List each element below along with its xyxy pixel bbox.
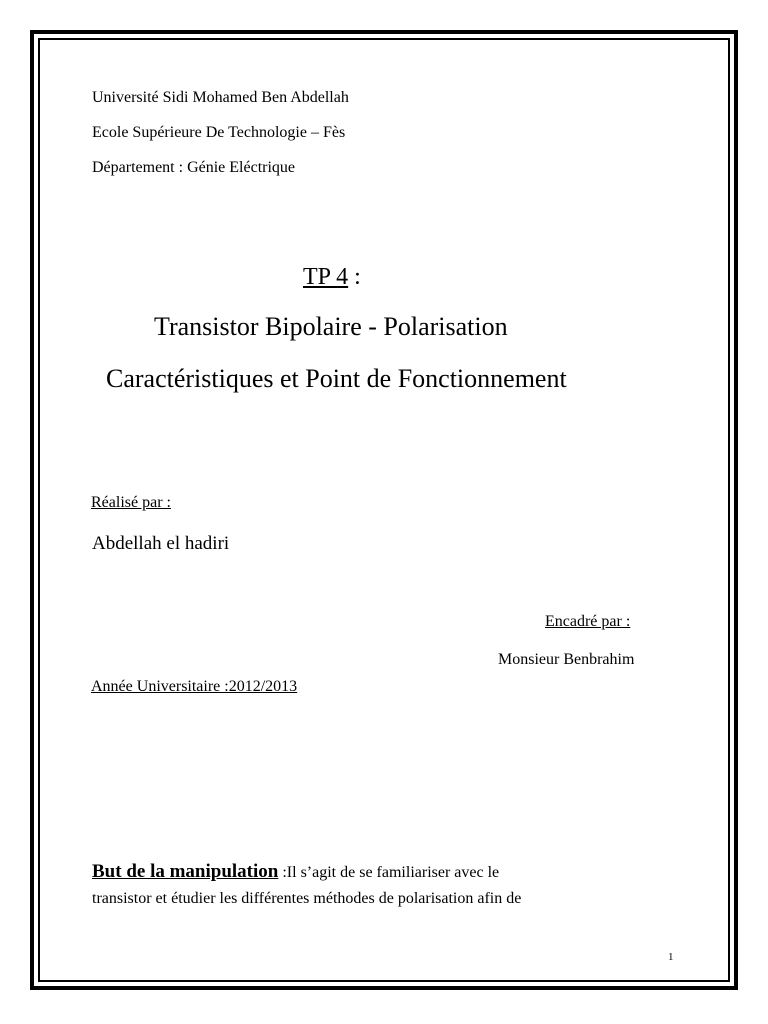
academic-year: Année Universitaire :2012/2013 (91, 678, 298, 695)
page-number: 1 (668, 951, 674, 963)
school-name: Ecole Supérieure De Technologie – Fès (92, 124, 346, 141)
purpose-text-1: :Il s’agit de se familiariser avec le (278, 864, 500, 881)
university-name: Université Sidi Mohamed Ben Abdellah (92, 89, 349, 106)
tp-label: TP 4 (303, 264, 349, 290)
department-name: Département : Génie Eléctrique (92, 159, 296, 176)
realised-by-label: Réalisé par : (91, 494, 171, 511)
tp-heading (303, 262, 361, 292)
document-title-line-2: Caractéristiques et Point de Fonctionnement (106, 364, 567, 393)
document-title-line-1: Transistor Bipolaire - Polarisation (154, 312, 508, 341)
supervised-by-label: Encadré par : (545, 613, 631, 630)
purpose-paragraph-line-1 (92, 860, 499, 885)
author-name: Abdellah el hadiri (92, 533, 230, 554)
purpose-heading: But de la manipulation (92, 861, 279, 882)
supervisor-name: Monsieur Benbrahim (498, 651, 635, 668)
tp-suffix: : (348, 264, 361, 290)
purpose-paragraph-line-2: transistor et étudier les différentes méthodes de polarisation afin de (92, 890, 522, 907)
